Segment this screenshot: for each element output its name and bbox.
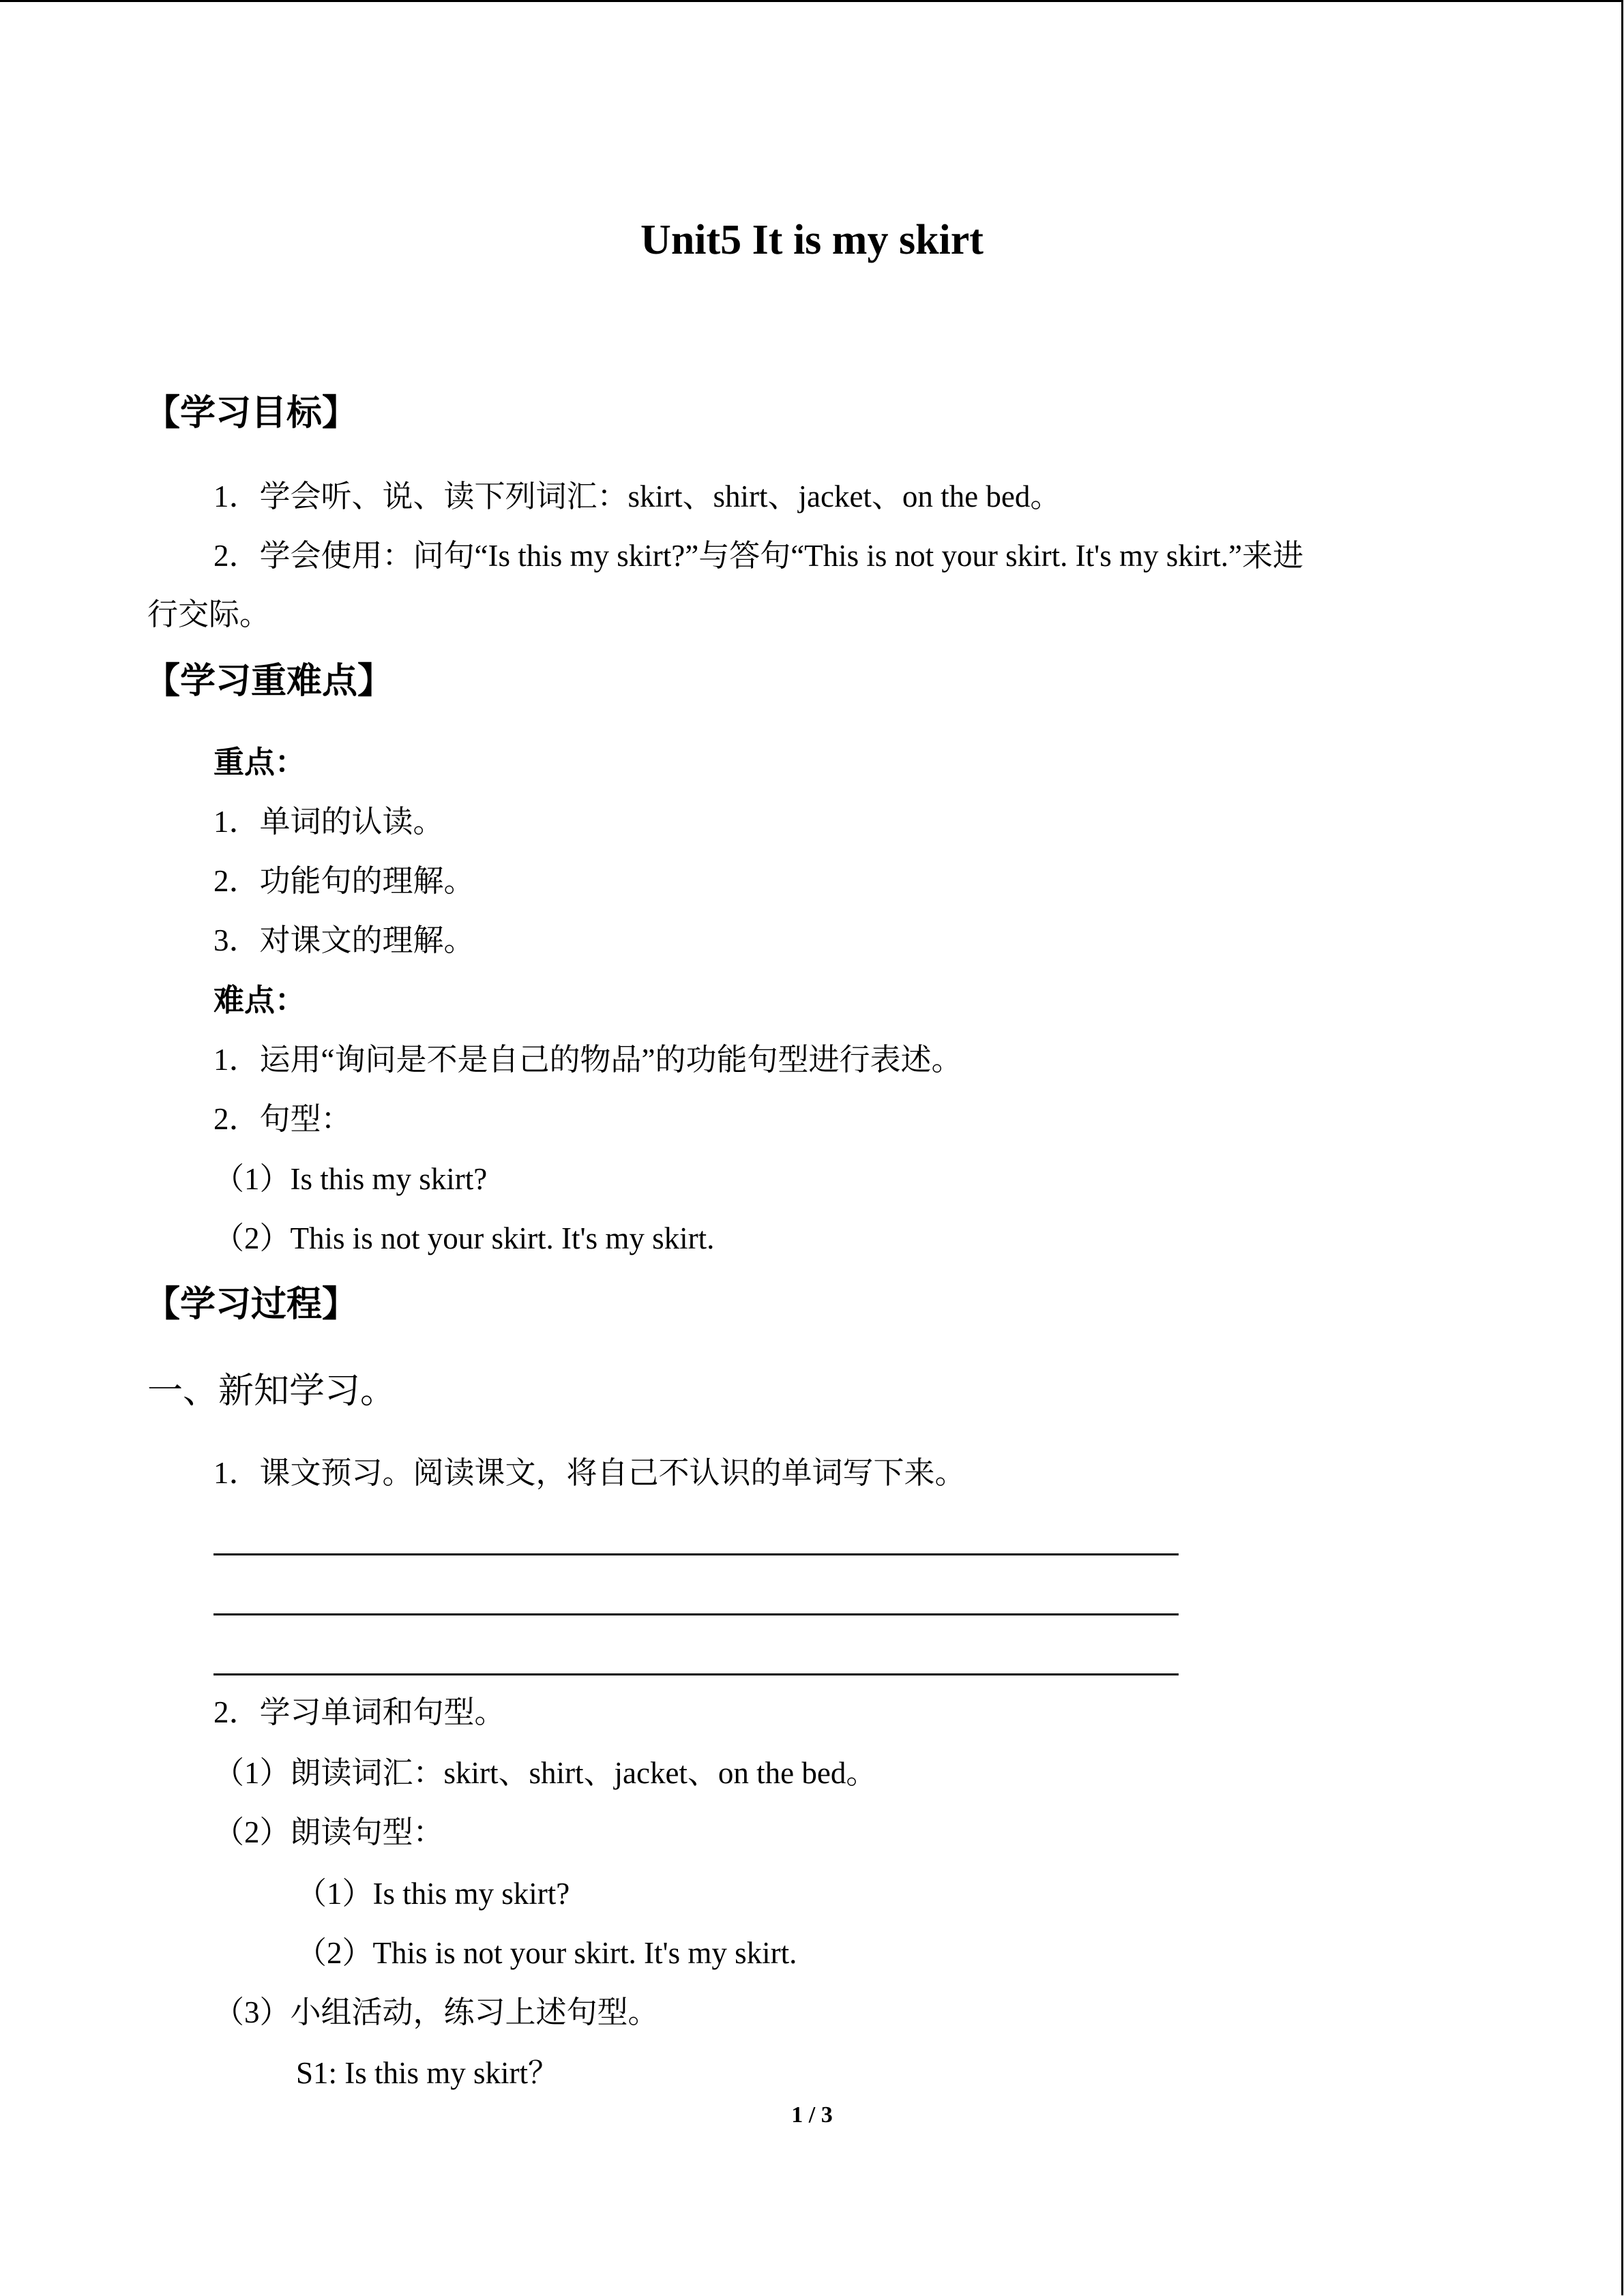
sentence-pattern-1: （1）Is this my skirt? — [213, 1162, 488, 1196]
important-item-3: 3．对课文的理解。 — [213, 923, 475, 957]
important-label: 重点： — [213, 745, 306, 779]
sub-step-3: （3）小组活动，练习上述句型。 — [213, 1995, 659, 2029]
objective-item-1: 1．学会听、说、读下列词汇：skirt、shirt、jacket、on the bed。 — [213, 479, 1061, 513]
sub-step-2-pattern-2: （2）This is not your skirt. It's my skirt. — [296, 1936, 797, 1970]
step-2: 2．学习单词和句型。 — [213, 1695, 505, 1729]
section-heading-key-points: 【学习重难点】 — [145, 661, 394, 702]
document-title: Unit5 It is my skirt — [640, 217, 984, 263]
page-number: 1 / 3 — [791, 2102, 833, 2128]
part-one-heading: 一、新知学习。 — [147, 1372, 396, 1411]
important-item-2: 2．功能句的理解。 — [213, 864, 475, 898]
dialog-line-s1: S1: Is this my skirt？ — [296, 2056, 559, 2090]
difficult-item-1: 1．运用“询问是不是自己的物品”的功能句型进行表述。 — [213, 1043, 962, 1077]
difficult-item-2: 2．句型： — [213, 1102, 352, 1136]
blank-line-1[interactable] — [213, 1553, 1179, 1555]
sentence-pattern-2: （2）This is not your skirt. It's my skirt. — [213, 1221, 715, 1255]
blank-line-3[interactable] — [213, 1673, 1179, 1675]
sub-step-2-pattern-1: （1）Is this my skirt? — [296, 1877, 570, 1911]
step-1: 1．课文预习。阅读课文，将自己不认识的单词写下来。 — [213, 1456, 966, 1490]
objective-item-2-line2: 行交际。 — [147, 597, 271, 631]
sub-step-2: （2）朗读句型： — [213, 1815, 444, 1849]
objective-item-2-line1: 2．学会使用：问句“Is this my skirt?”与答句“This is not your skirt. It's my skirt.”来进 — [213, 539, 1304, 573]
important-item-1: 1．单词的认读。 — [213, 805, 444, 839]
blank-line-2[interactable] — [213, 1613, 1179, 1615]
section-heading-objectives: 【学习目标】 — [145, 393, 358, 434]
sub-step-1: （1）朗读词汇：skirt、shirt、jacket、on the bed。 — [213, 1756, 877, 1790]
difficult-label: 难点： — [213, 983, 306, 1017]
section-heading-process: 【学习过程】 — [145, 1284, 358, 1325]
